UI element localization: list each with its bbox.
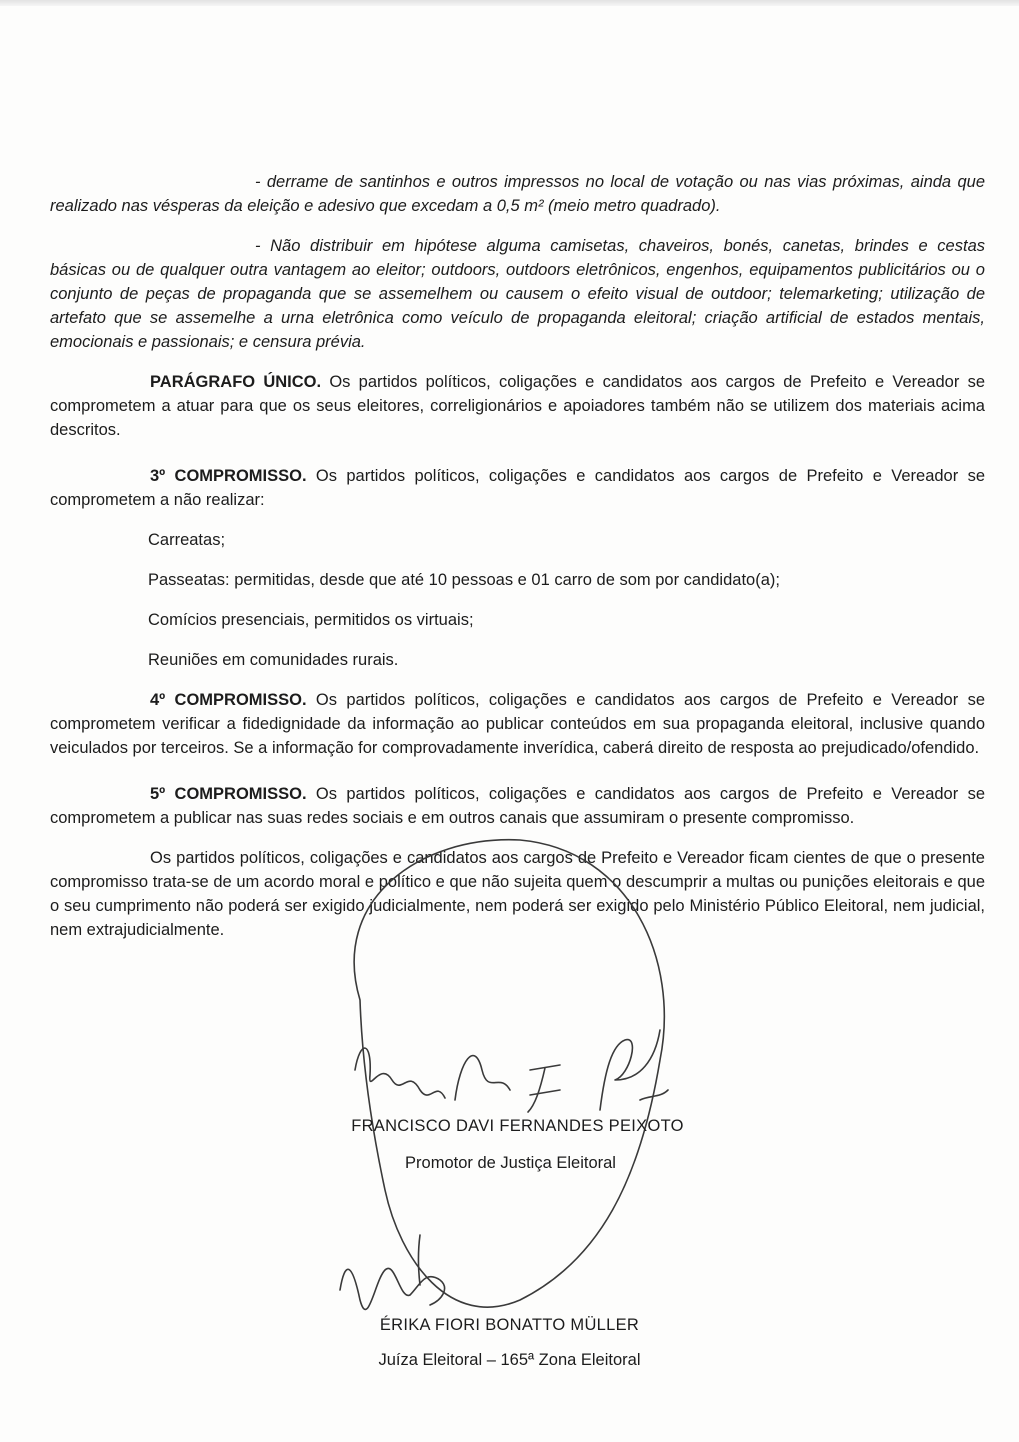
signatory-name: FRANCISCO DAVI FERNANDES PEIXOTO	[351, 1117, 684, 1135]
paragraph-compromisso-3	[50, 464, 985, 512]
compromisso-4-text: Os partidos políticos, coligações e candidatos aos cargos de Prefeito e Vereador se comprometem verificar a fidedignidade da informação ao publicar conteúdos em sua propaganda eleitoral, inclusive quando veiculados por terceiros. Se a informação for comprovadamente inverídica, caberá direito de resposta ao prejudicado/ofendido.	[50, 691, 986, 757]
list-item: Passeatas: permitidas, desde que até 10 pessoas e 01 carro de som por candidato(a);	[148, 571, 780, 589]
scan-top-edge	[0, 0, 1019, 6]
signature-block-promotor	[0, 1117, 1019, 1173]
list-item: Carreatas;	[148, 531, 226, 549]
paragraph-closing: Os partidos políticos, coligações e candidatos aos cargos de Prefeito e Vereador ficam cientes de que o presente compromisso trata-se de um acordo moral e político e que não sujeita quem o descumprir a multas ou punições eleitorais e que o seu cumprimento não poderá ser exigido judicialmente, nem poderá ser exigido pelo Ministério Público Eleitoral, nem judicial, nem extrajudicialmente.	[50, 849, 985, 939]
compromisso-4-heading: 4º COMPROMISSO.	[150, 691, 307, 709]
list-item: Reuniões em comunidades rurais.	[148, 651, 399, 669]
document-body	[50, 170, 985, 942]
signatory-name: ÉRIKA FIORI BONATTO MÜLLER	[379, 1316, 640, 1334]
compromisso-3-heading: 3º COMPROMISSO.	[150, 467, 307, 485]
list-item: Comícios presenciais, permitidos os virtuais;	[148, 611, 474, 629]
paragraph-unico-heading: PARÁGRAFO ÚNICO.	[150, 373, 322, 391]
prohibited-list	[50, 528, 985, 672]
compromisso-5-text: Os partidos políticos, coligações e candidatos aos cargos de Prefeito e Vereador se comprometem a publicar nas suas redes sociais e em outros canais que assumiram o presente compromisso.	[50, 785, 986, 827]
signature-block-juiza	[0, 1316, 1019, 1370]
compromisso-5-heading: 5º COMPROMISSO.	[150, 785, 307, 803]
signatory-role: Promotor de Justiça Eleitoral	[405, 1154, 616, 1172]
paragraph-santinhos: - derrame de santinhos e outros impressos no local de votação ou nas vias próximas, ainda que realizado nas vésperas da eleição e adesivo que excedam a 0,5 m² (meio metro quadrado).	[50, 173, 985, 215]
paragraph-unico-text: Os partidos políticos, coligações e candidatos aos cargos de Prefeito e Vereador se comprometem a atuar para que os seus eleitores, correligionários e apoiadores também não se utilizem dos materiais acima descritos.	[50, 373, 985, 439]
paragraph-compromisso-4	[50, 688, 985, 760]
paragraph-unico	[50, 370, 985, 442]
compromisso-3-text: Os partidos políticos, coligações e candidatos aos cargos de Prefeito e Vereador se comprometem a não realizar:	[50, 467, 986, 509]
signatory-role: Juíza Eleitoral – 165ª Zona Eleitoral	[378, 1351, 641, 1369]
paragraph-distribution: - Não distribuir em hipótese alguma camisetas, chaveiros, bonés, canetas, brindes e cestas básicas ou de qualquer outra vantagem ao eleitor; outdoors, outdoors eletrônicos, engenhos, equipamentos publicitários ou o conjunto de peças de propaganda que se assemelhem ou causem o efeito visual de outdoor; telemarketing; utilização de artefato que se assemelhe a urna eletrônica como veículo de propaganda eleitoral; criação artificial de estados mentais, emocionais e passionais; e censura prévia.	[50, 237, 985, 351]
paragraph-compromisso-5	[50, 782, 985, 830]
